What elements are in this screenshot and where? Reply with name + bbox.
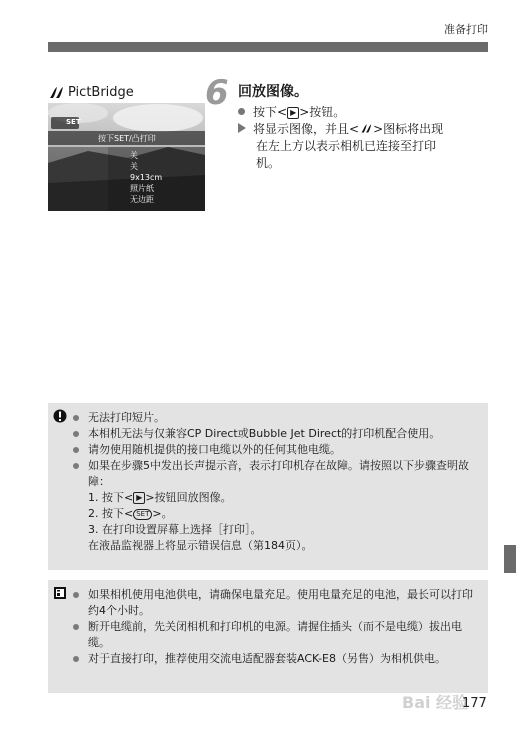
memo-icon — [53, 586, 67, 600]
screen-option: 照片纸 — [130, 184, 154, 193]
screen-options — [130, 150, 162, 205]
step-number: 6 — [205, 73, 229, 113]
pictbridge-icon — [48, 84, 64, 100]
screen-badge: SET — [66, 118, 81, 126]
caution-icon — [53, 409, 67, 423]
running-header: 准备打印 — [444, 23, 488, 36]
play-button-icon: ▶ — [287, 107, 299, 119]
chapter-tab — [504, 545, 516, 573]
screen-option: 无边距 — [130, 195, 154, 204]
note-item: 对于直接打印，推荐使用交流电适配器套装ACK-E8（另售）为相机供电。 — [72, 651, 477, 667]
step-item-2-line-3: 机。 — [256, 156, 281, 170]
caution-item: 无法打印短片。 — [72, 410, 477, 426]
pictbridge-icon — [359, 122, 373, 134]
step-item-2: 将显示图像，并且< >图标将出现 — [238, 121, 443, 138]
caution-subitem: 3. 在打印设置屏幕上选择［打印］。 — [88, 523, 262, 536]
note-item: 断开电缆前，先关闭相机和打印机的电源。请握住插头（而不是电缆）拔出电缆。 — [72, 619, 477, 651]
caution-item: 本相机无法与仅兼容CP Direct或Bubble Jet Direct的打印机配合使用。 — [72, 426, 477, 442]
caution-item: 请勿使用随机提供的接口电缆以外的任何其他电缆。 — [72, 442, 477, 458]
screen-option: 关 — [130, 151, 138, 160]
caution-box — [48, 403, 488, 570]
watermark: Bai 经验 — [402, 693, 469, 712]
caution-item: 如果在步骤5中发出长声提示音，表示打印机存在故障。请按照以下步骤查明故障： — [72, 458, 477, 490]
notes-box — [48, 580, 488, 693]
set-button-icon: SET — [133, 509, 152, 520]
step-item-2-line-2: 在左上方以表示相机已连接至打印 — [256, 139, 437, 153]
page-number: 177 — [462, 696, 487, 711]
bullet-arrow-icon — [238, 123, 246, 133]
screen-option: 9x13cm — [130, 173, 163, 182]
header-rule — [48, 42, 488, 52]
screen-menu-title: 按下SET/凸打印 — [98, 134, 156, 143]
pictbridge-label: PictBridge — [48, 84, 134, 100]
screen-option: 关 — [130, 162, 138, 171]
caution-footer: 在液晶监视器上将显示错误信息（第184页）。 — [88, 539, 313, 552]
caution-subitem: 1. 按下< ▶ >按钮回放图像。 — [88, 491, 232, 504]
play-button-icon: ▶ — [133, 492, 145, 504]
step-title: 回放图像。 — [238, 84, 308, 100]
bullet-dot-icon — [238, 108, 245, 115]
caution-subitem: 2. 按下< SET >。 — [88, 507, 173, 520]
note-item: 如果相机使用电池供电，请确保电量充足。使用电量充足的电池，最长可以打印约4个小时。 — [72, 587, 477, 619]
step-item-1: 按下< ▶ >按钮。 — [238, 104, 345, 121]
